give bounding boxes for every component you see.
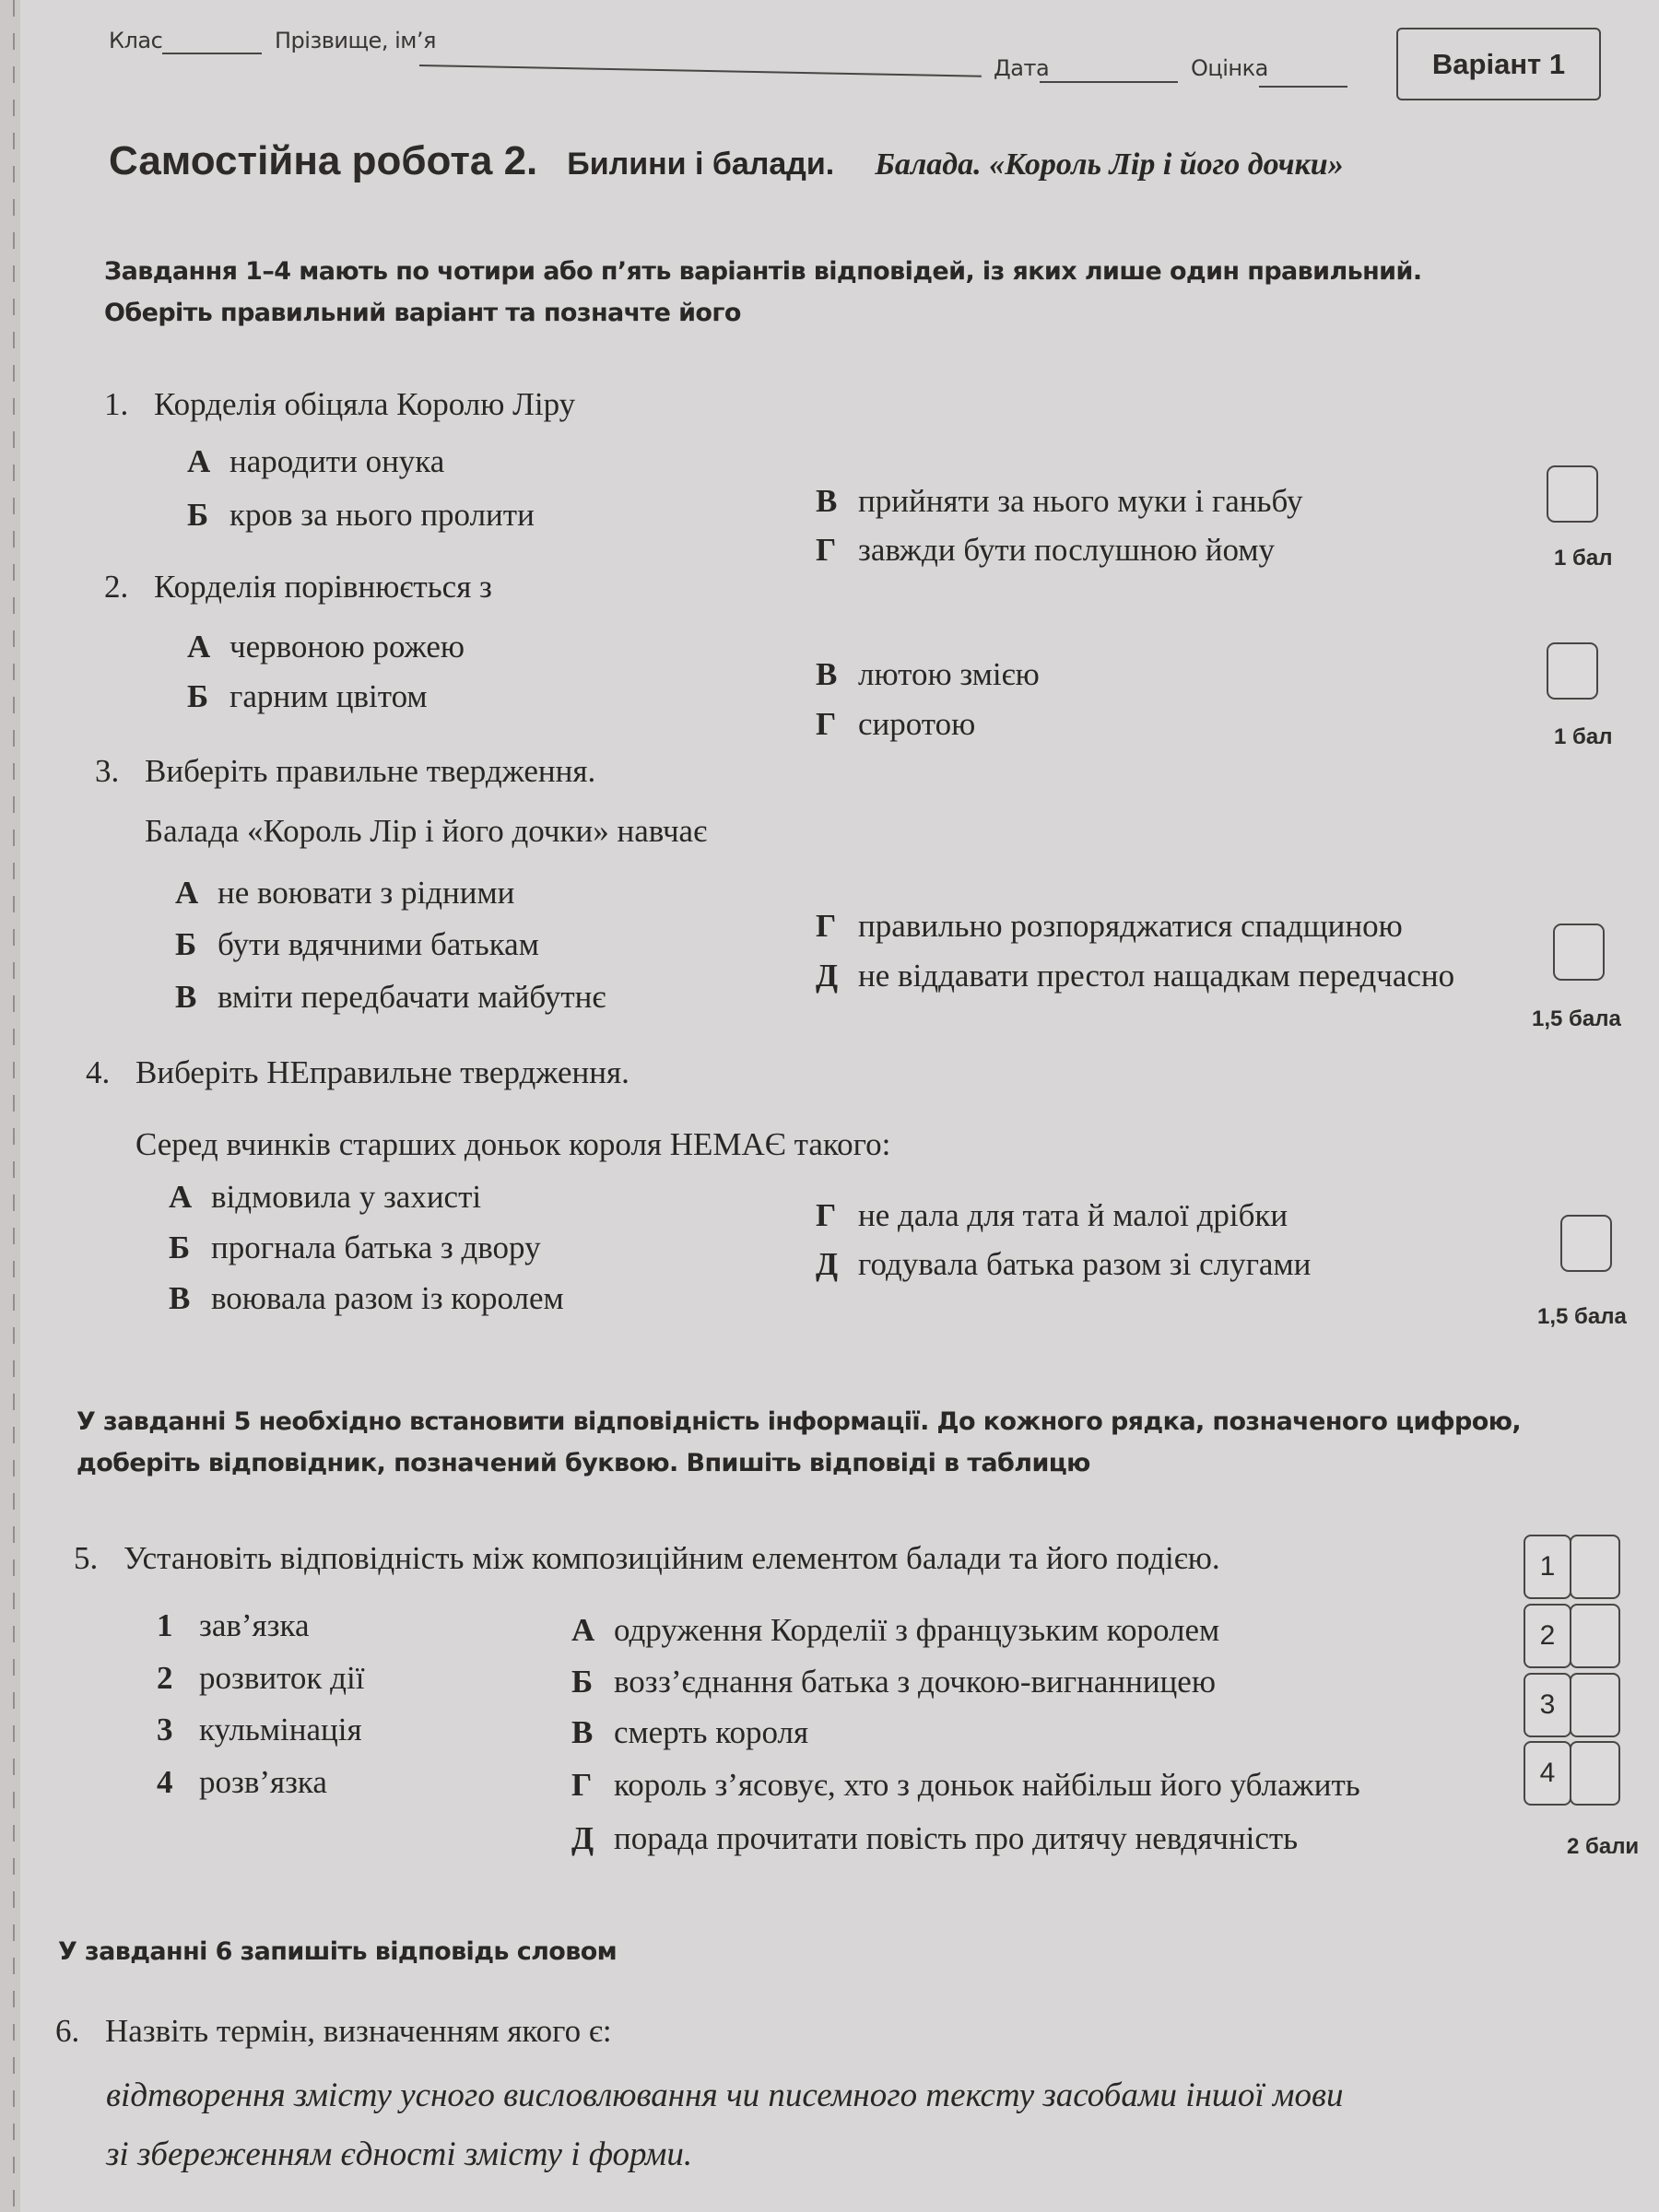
q3-points: 1,5 бала: [1532, 1006, 1621, 1031]
question-text: Виберіть НЕправильне твердження.: [135, 1054, 629, 1090]
option-text: не воювати з рідними: [218, 875, 515, 911]
page-title: [109, 138, 1583, 184]
option-letter: Г: [816, 1197, 837, 1233]
option-letter: А: [169, 1179, 193, 1215]
q3-option-v[interactable]: [175, 980, 606, 1016]
date-field[interactable]: [1040, 81, 1178, 83]
row-number: 3: [157, 1712, 173, 1747]
question-4-prompt: [86, 1055, 629, 1091]
title-ballad: Балада. «Король Лір і його дочки»: [875, 147, 1344, 182]
instructions-mc-line: Оберіть правильний варіант та позначте його: [104, 299, 741, 327]
q1-option-g[interactable]: [816, 533, 1275, 569]
q4-option-a[interactable]: [169, 1180, 481, 1216]
question-number: 1.: [104, 386, 129, 422]
q1-option-v[interactable]: [816, 484, 1303, 520]
title-main: Самостійна робота 2.: [109, 138, 538, 183]
instructions-word: У завданні 6 запишіть відповідь словом: [58, 1937, 618, 1966]
option-letter: В: [816, 656, 838, 692]
q5-left-4: [157, 1765, 327, 1801]
q5-answer-table: [1524, 1535, 1620, 1806]
q5-right-b: [571, 1665, 1216, 1700]
option-letter: Г: [816, 706, 837, 742]
q4-answer-box[interactable]: [1560, 1215, 1612, 1272]
q1-option-b[interactable]: [187, 498, 535, 534]
option-text: порада прочитати повість про дитячу невдячність: [614, 1820, 1299, 1856]
q2-option-a[interactable]: [187, 629, 465, 665]
q4-option-b[interactable]: [169, 1230, 541, 1266]
row-number: 4: [157, 1764, 173, 1800]
instructions-match-line: доберіть відповідник, позначений буквою. Впишіть відповіді в таблицю: [76, 1449, 1090, 1477]
question-5-prompt: [74, 1541, 1220, 1577]
class-field[interactable]: [162, 53, 262, 54]
question-text: Назвіть термін, визначенням якого є:: [105, 2013, 612, 2049]
title-topic: Билини і балади.: [567, 147, 835, 182]
q4-option-v[interactable]: [169, 1281, 564, 1317]
option-text: возз’єднання батька з дочкою-вигнанницею: [614, 1664, 1216, 1700]
question-3-subprompt: Балада «Король Лір і його дочки» навчає: [145, 813, 708, 849]
option-letter: В: [169, 1280, 191, 1316]
q4-points: 1,5 бала: [1537, 1304, 1627, 1329]
question-text: Виберіть правильне твердження.: [145, 753, 596, 789]
option-text: вміти передбачати майбутнє: [218, 979, 606, 1015]
option-text: король з’ясовує, хто з доньок найбільш його ублажить: [614, 1767, 1360, 1803]
question-number: 4.: [86, 1054, 111, 1090]
answer-cell-2[interactable]: [1570, 1604, 1620, 1668]
q6-definition-line-2: зі збереженням єдності змісту і форми.: [106, 2136, 693, 2173]
q5-points: 2 бали: [1567, 1834, 1640, 1859]
option-letter: Г: [571, 1767, 593, 1803]
option-text: лютою змією: [858, 656, 1040, 692]
option-text: не дала для тата й малої дрібки: [858, 1197, 1288, 1233]
option-text: кров за нього пролити: [229, 497, 535, 533]
q3-option-b[interactable]: [175, 927, 539, 963]
option-letter: Д: [816, 1246, 839, 1282]
option-text: народити онука: [229, 443, 445, 479]
q3-answer-box[interactable]: [1553, 924, 1605, 981]
q3-option-a[interactable]: [175, 876, 514, 912]
option-text: воювала разом із королем: [211, 1280, 564, 1316]
question-3-prompt: [95, 754, 595, 790]
option-text: одруження Корделії з французьким королем: [614, 1612, 1220, 1648]
option-letter: Б: [169, 1230, 191, 1265]
q5-left-2: [157, 1661, 364, 1697]
q3-option-d[interactable]: [816, 959, 1454, 994]
option-letter: А: [187, 443, 211, 479]
option-letter: В: [571, 1714, 594, 1750]
answer-cell-1[interactable]: [1570, 1535, 1620, 1599]
q2-answer-box[interactable]: [1547, 642, 1598, 700]
q1-option-a[interactable]: [187, 444, 444, 480]
question-1-prompt: [104, 387, 575, 423]
q5-left-1: [157, 1608, 309, 1644]
instructions-match: [76, 1401, 1521, 1484]
option-letter: Б: [187, 497, 209, 533]
perforation-edge: [13, 0, 15, 2212]
q5-left-3: [157, 1712, 362, 1748]
q2-option-v[interactable]: [816, 657, 1040, 693]
q4-option-d[interactable]: [816, 1247, 1311, 1283]
question-number: 6.: [55, 2013, 80, 2049]
q5-right-a: [571, 1613, 1219, 1649]
option-letter: Г: [816, 908, 837, 944]
q1-points: 1 бал: [1554, 546, 1613, 571]
option-letter: А: [187, 629, 211, 665]
question-text: Корделія обіцяла Королю Ліру: [154, 386, 576, 422]
option-letter: А: [175, 875, 199, 911]
answer-row-number: 3: [1524, 1673, 1571, 1737]
q4-option-g[interactable]: [816, 1198, 1288, 1234]
q5-right-d: [571, 1821, 1298, 1857]
row-number: 1: [157, 1607, 173, 1643]
question-2-prompt: [104, 570, 492, 606]
option-text: смерть короля: [614, 1714, 809, 1750]
answer-cell-3[interactable]: [1570, 1673, 1620, 1737]
answer-row-number: 1: [1524, 1535, 1571, 1599]
option-letter: Д: [571, 1820, 594, 1856]
option-letter: Б: [571, 1664, 594, 1700]
row-text: кульмінація: [199, 1712, 362, 1747]
option-text: правильно розпоряджатися спадщиною: [858, 908, 1403, 944]
instructions-match-line: У завданні 5 необхідно встановити відповідність інформації. До кожного рядка, позначеного цифрою,: [76, 1407, 1521, 1436]
question-4-subprompt: Серед вчинків старших доньок короля НЕМАЄ такого:: [135, 1126, 891, 1162]
option-text: не віддавати престол нащадкам передчасно: [858, 958, 1455, 994]
option-letter: Д: [816, 958, 839, 994]
answer-row-number: 2: [1524, 1604, 1571, 1668]
q5-right-g: [571, 1768, 1360, 1804]
q6-definition-line-1: відтворення змісту усного висловлювання чи писемного тексту засобами іншої мови: [106, 2077, 1344, 2114]
q5-right-v: [571, 1715, 808, 1751]
option-text: сиротою: [858, 706, 976, 742]
q3-option-g[interactable]: [816, 909, 1403, 945]
option-text: завжди бути послушною йому: [858, 532, 1275, 568]
option-letter: В: [816, 483, 838, 519]
option-text: бути вдячними батькам: [218, 926, 539, 962]
question-6-prompt: [55, 2014, 612, 2050]
grade-label: Оцінка: [1191, 55, 1268, 81]
option-letter: Б: [187, 678, 209, 714]
q1-answer-box[interactable]: [1547, 465, 1598, 523]
q2-points: 1 бал: [1554, 724, 1613, 749]
q2-option-g[interactable]: [816, 707, 975, 743]
option-text: відмовила у захисті: [211, 1179, 482, 1215]
question-number: 3.: [95, 753, 120, 789]
answer-cell-4[interactable]: [1570, 1741, 1620, 1806]
row-text: розв’язка: [199, 1764, 327, 1800]
question-number: 2.: [104, 569, 129, 605]
class-label: Клас: [109, 28, 163, 53]
option-text: годувала батька разом зі слугами: [858, 1246, 1312, 1282]
option-letter: Г: [816, 532, 837, 568]
q2-option-b[interactable]: [187, 679, 428, 715]
option-text: прийняти за нього муки і ганьбу: [858, 483, 1303, 519]
option-text: гарним цвітом: [229, 678, 428, 714]
question-text: Корделія порівнюється з: [154, 569, 492, 605]
row-text: розвиток дії: [199, 1660, 365, 1696]
question-text: Установіть відповідність між композиційним елементом балади та його подією.: [124, 1540, 1220, 1576]
grade-field[interactable]: [1259, 86, 1347, 88]
instructions-mc: [104, 251, 1421, 334]
option-letter: Б: [175, 926, 197, 962]
question-number: 5.: [74, 1540, 99, 1576]
row-number: 2: [157, 1660, 173, 1696]
option-text: червоною рожею: [229, 629, 465, 665]
row-text: зав’язка: [199, 1607, 310, 1643]
date-label: Дата: [994, 55, 1050, 81]
option-letter: В: [175, 979, 197, 1015]
instructions-mc-line: Завдання 1–4 мають по чотири або п’ять варіантів відповідей, із яких лише один правильний.: [104, 257, 1422, 286]
option-text: прогнала батька з двору: [211, 1230, 541, 1265]
answer-row-number: 4: [1524, 1741, 1571, 1806]
variant-badge: Варіант 1: [1396, 28, 1601, 100]
option-letter: А: [571, 1612, 595, 1648]
name-label: Прізвище, ім’я: [275, 28, 436, 53]
